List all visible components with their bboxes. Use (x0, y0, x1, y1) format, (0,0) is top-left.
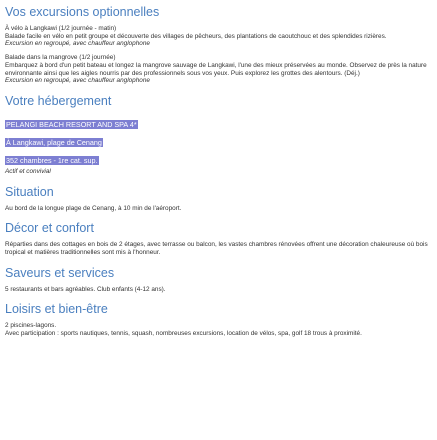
excursion-title: Balade dans la mangrove (1/2 journée) (5, 54, 116, 62)
excursion-item (5, 54, 431, 85)
hotel-rooms (5, 150, 431, 168)
loisirs-heading: Loisirs et bien-être (5, 302, 108, 317)
loisirs-section (5, 302, 431, 337)
hotel-name (5, 114, 431, 132)
decor-section (5, 221, 431, 256)
situation-section (5, 185, 431, 213)
hotel-tagline: Actif et convivial (5, 167, 51, 175)
loisirs-line2: Avec participation : sports nautiques, tennis, squash, nombreuses excursions, location de vélos, spa, golf 18 trous à proximité. (5, 330, 362, 338)
excursion-desc: Embarquez à bord d'un petit bateau et longez la mangrove sauvage de Langkawi, l'une des mieux préservées au monde. Observez de près la nature environnante ainsi que les aigles nourris par des professionnels sous vos yeux. Puis explorez les grottes des alentours. (Déj.) (5, 61, 427, 77)
hotel-location (5, 132, 431, 150)
saveurs-section (5, 266, 431, 294)
decor-heading: Décor et confort (5, 221, 94, 236)
excursion-title: À vélo à Langkawi (1/2 journée - matin) (5, 25, 117, 32)
situation-heading: Situation (5, 184, 54, 199)
excursion-note: Excursion en regroupé, avec chauffeur anglophone (5, 40, 150, 48)
hebergement-heading: Votre hébergement (5, 93, 112, 108)
excursions-section (5, 5, 431, 85)
hotel-location-text: À Langkawi, plage de Cenang (6, 137, 102, 147)
hotel-name-text: PELANGI BEACH RESORT AND SPA 4* (6, 119, 137, 129)
saveurs-text: 5 restaurants et bars agréables. Club enfants (4-12 ans). (5, 285, 166, 293)
hotel-rooms-text: 352 chambres - 1re cat. sup. (6, 155, 98, 165)
excursions-heading: Vos excursions optionnelles (5, 5, 160, 19)
excursion-item (5, 25, 431, 48)
decor-text: Réparties dans des cottages en bois de 2 étages, avec terrasse ou balcon, les vastes chambres rénovées offrent une décoration chaleureuse où bois tropical et matières traditionnelles sont mis à l'honneur. (5, 241, 428, 257)
loisirs-line1: 2 piscines-lagons. (5, 322, 57, 330)
excursion-note: Excursion en regroupé, avec chauffeur anglophone (5, 77, 150, 85)
saveurs-heading: Saveurs et services (5, 265, 115, 280)
situation-text: Au bord de la longue plage de Cenang, à 10 min de l'aéroport. (5, 204, 182, 212)
hebergement-section (5, 94, 431, 176)
excursion-desc: Balade facile en vélo en petit groupe et découverte des villages de pêcheurs, des plantations de caoutchouc et des splendides rizières. (5, 32, 387, 40)
